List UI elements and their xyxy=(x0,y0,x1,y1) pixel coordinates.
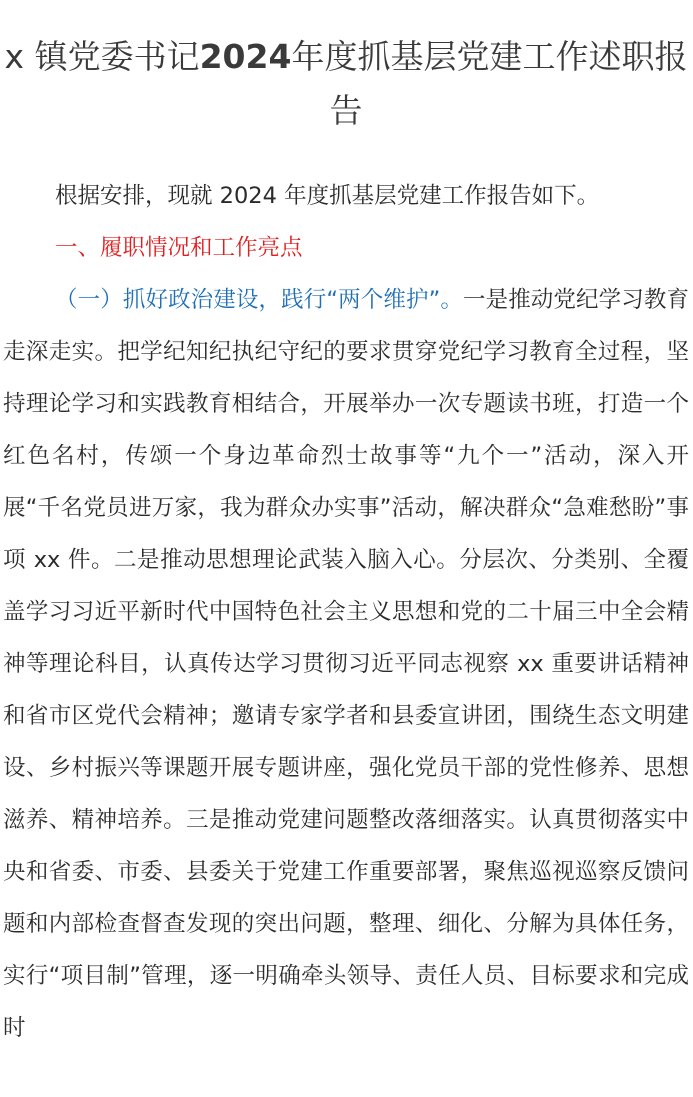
section-heading: 一、履职情况和工作亮点 xyxy=(55,235,303,261)
subsection-paragraph xyxy=(3,274,689,1054)
title-prefix: x 镇党委书记 xyxy=(4,37,200,76)
title-suffix: 年度抓基层党建工作述职报告 xyxy=(291,37,688,130)
subsection-body: 一是推动党纪学习教育走深走实。把学纪知纪执纪守纪的要求贯穿党纪学习教育全过程，坚持理论学习和实践教育相结合，开展举办一次专题读书班，打造一个红色名村，传颂一个身边革命烈士故事等“九个一”活动，深入开展“千名党员进万家，我为群众办实事”活动，解决群众“急难愁盼”事项 xx 件。二是推动思想理论武装入脑入心。分层次、分类别、全覆盖学习习近平新时代中国特色社会主义思想和党的二十届三中全会精神等理论科目，认真传达学习贯彻习近平同志视察 xx 重要讲话精神和省市区党代会精神；邀请专家学者和县委宣讲团，围绕生态文明建设、乡村振兴等课题开展专题讲座，强化党员干部的党性修养、思想滋养、精神培养。三是推动党建问题整改落细落实。认真贯彻落实中央和省委、市委、县委关于党建工作重要部署，聚焦巡视巡察反馈问题和内部检查督查发现的突出问题，整理、细化、分解为具体任务，实行“项目制”管理，逐一明确牵头领导、责任人员、目标要求和完成时 xyxy=(3,287,689,1041)
intro-paragraph: 根据安排，现就 2024 年度抓基层党建工作报告如下。 xyxy=(55,183,600,209)
document-title xyxy=(3,30,689,138)
subsection-heading: （一）抓好政治建设，践行“两个维护”。 xyxy=(55,287,463,313)
title-year: 2024 xyxy=(199,37,292,76)
